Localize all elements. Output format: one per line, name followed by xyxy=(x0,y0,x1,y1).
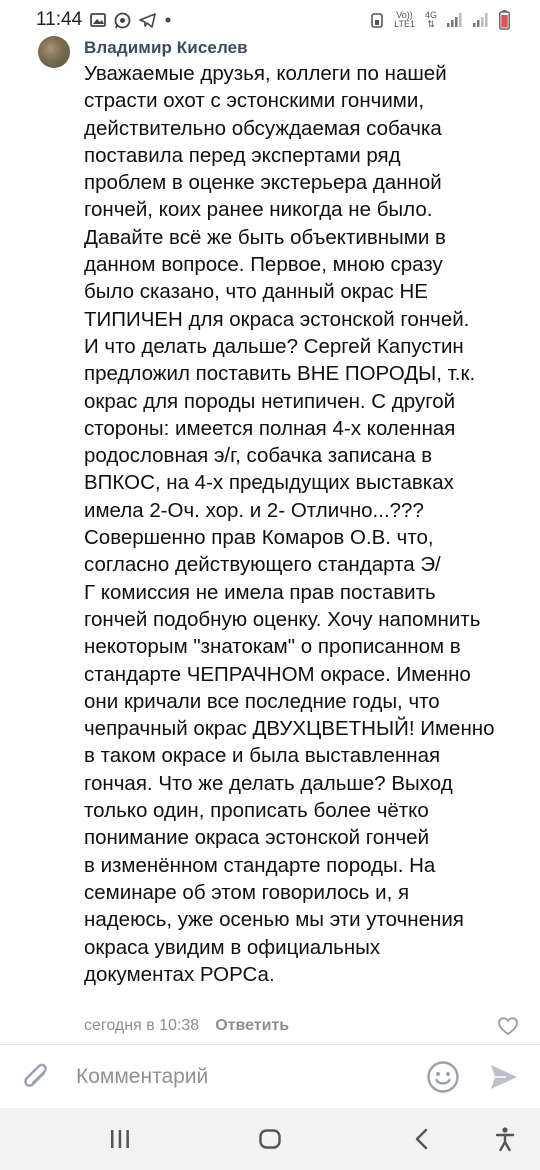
comment-text-line: родословная э/г, собачка записана в xyxy=(84,444,433,468)
comment-text-line: семинаре об этом говорилось и, я xyxy=(84,880,410,904)
comment-text-line: ТИПИЧЕН для окраса эстонской гончей. xyxy=(84,307,470,331)
comment-text-line: Совершенно прав Комаров О.В. что, xyxy=(84,526,434,550)
like-icon[interactable] xyxy=(497,1016,519,1036)
avatar[interactable] xyxy=(38,36,70,68)
comment-text-line: окрас для породы нетипичен. С другой xyxy=(84,389,456,413)
comment-text-line: страсти охот с эстонскими гончими, xyxy=(84,89,425,113)
comment-text-line: гончей, коих ранее никогда не было. xyxy=(84,198,433,222)
comment-text-line: в таком окрасе и была выставленная xyxy=(84,744,441,768)
comment-text-line: Г комиссия не имела прав поставить xyxy=(84,580,436,604)
comment-text-line: И что делать дальше? Сергей Капустин xyxy=(84,334,464,358)
comment-text-line: гончей подобную оценку. Хочу напомнить xyxy=(84,607,481,631)
comment-text-line: проблем в оценке экстерьера данной xyxy=(84,171,442,195)
send-icon[interactable] xyxy=(488,1061,520,1093)
comment-text-line: поставила перед экспертами ряд xyxy=(84,143,401,167)
comment-text-line: только один, прописать более чётко xyxy=(84,799,429,823)
comment-text-line: было сказано, что данный окрас НЕ xyxy=(84,280,428,304)
comment-input-bar xyxy=(0,1044,540,1109)
battery-icon xyxy=(499,10,510,30)
comment-meta xyxy=(84,1017,289,1035)
comment-text-line: документах РОРСа. xyxy=(84,962,275,986)
whatsapp-icon xyxy=(114,12,131,29)
network-type-label: 4G xyxy=(424,10,437,20)
comment-timestamp: сегодня в 10:38 xyxy=(84,1017,200,1034)
back-icon[interactable] xyxy=(409,1126,435,1152)
comment-text-line: действительно обсуждаемая собачка xyxy=(84,116,442,140)
comment-text-line: имела 2-Оч. хор. и 2- Отлично...??? xyxy=(84,498,424,522)
comment-text-line: предложил поставить ВНЕ ПОРОДЫ, т.к. xyxy=(84,362,476,386)
comment-text-line: некоторым "знатокам" о прописанном в xyxy=(84,635,461,659)
emoji-icon[interactable] xyxy=(426,1060,460,1094)
network-volte: Vo)) xyxy=(396,10,413,20)
comment-text-line: окраса увидим в официальных xyxy=(84,935,381,959)
comment-text-line: стандарте ЧЕПРАЧНОМ окрасе. Именно xyxy=(84,662,471,686)
comment-text-line: в изменённом стандарте породы. На xyxy=(84,853,436,877)
attach-icon[interactable] xyxy=(22,1061,52,1095)
comment-author[interactable]: Владимир Киселев xyxy=(84,38,248,57)
comment-text-line: согласно действующего стандарта Э/ xyxy=(84,553,441,577)
recent-apps-icon[interactable] xyxy=(107,1126,133,1152)
comment-text-line: данном вопросе. Первое, мною сразу xyxy=(84,253,443,277)
signal-icon xyxy=(447,13,463,27)
gallery-icon xyxy=(90,13,106,27)
comment-text-line: Давайте всё же быть объективными в xyxy=(84,225,446,249)
comment-text-line: ВПКОС, на 4-х предыдущих выставках xyxy=(84,471,454,495)
comment-text-line: стороны: имеется полная 4-х коленная xyxy=(84,416,456,440)
comment-text-line: они кричали все последние годы, что xyxy=(84,689,440,713)
network-lte: LTE1 xyxy=(394,19,415,29)
telegram-icon xyxy=(139,13,156,28)
dot-icon xyxy=(164,16,172,24)
accessibility-icon[interactable] xyxy=(492,1126,518,1152)
comment-input[interactable]: Комментарий xyxy=(76,1065,209,1088)
status-time: 11:44 xyxy=(36,9,83,30)
reply-button[interactable]: Ответить xyxy=(215,1017,290,1034)
comment-text-line: гончая. Что же делать дальше? Выход xyxy=(84,771,453,795)
comment-text-line: понимание окраса эстонской гончей xyxy=(84,826,430,850)
alarm-icon xyxy=(370,11,384,29)
status-bar xyxy=(0,0,540,40)
system-nav-bar xyxy=(0,1108,540,1170)
network-type xyxy=(425,11,437,29)
status-bar-right xyxy=(370,10,510,30)
comment-text-line: чепрачный окрас ДВУХЦВЕТНЫЙ! Именно xyxy=(84,717,495,741)
comment-text xyxy=(84,60,534,988)
status-bar-left xyxy=(36,9,172,31)
comment-text-line: надеюсь, уже осенью мы эти уточнения xyxy=(84,908,464,932)
data-arrows-icon: ⇅ xyxy=(427,19,435,29)
network-indicator xyxy=(394,11,415,29)
signal-icon-2 xyxy=(473,13,489,27)
home-icon[interactable] xyxy=(257,1126,283,1152)
comment-text-line: Уважаемые друзья, коллеги по нашей xyxy=(84,62,447,85)
